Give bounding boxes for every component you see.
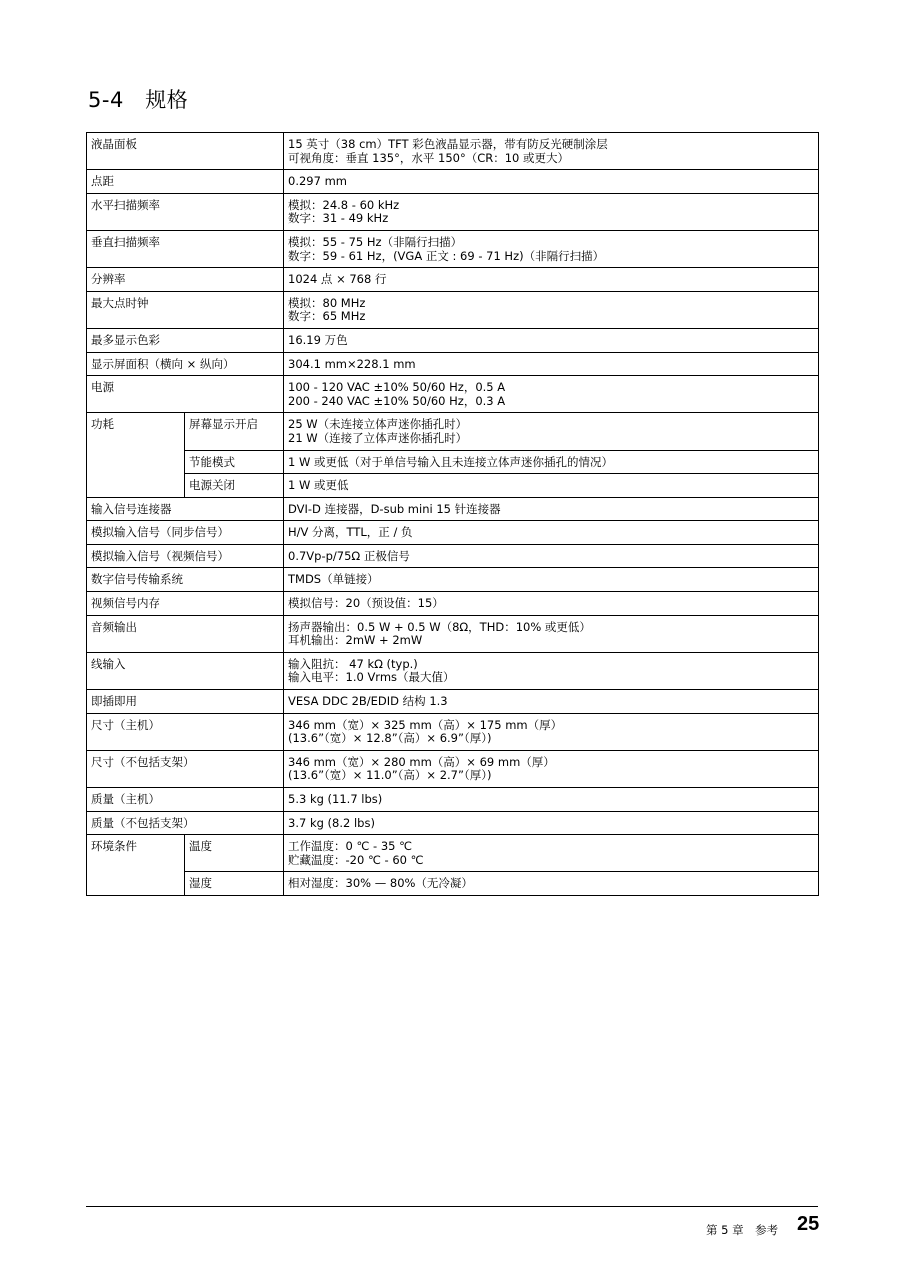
spec-value xyxy=(284,291,819,328)
spec-value xyxy=(284,474,819,498)
spec-row xyxy=(87,291,819,328)
spec-row xyxy=(87,788,819,812)
spec-row xyxy=(87,474,819,498)
spec-value xyxy=(284,497,819,521)
spec-value-line: 数字：31 - 49 kHz xyxy=(288,211,389,226)
spec-label: 数字信号传输系统 xyxy=(87,568,284,592)
spec-value-line: 扬声器输出：0.5 W + 0.5 W（8Ω，THD：10% 或更低） xyxy=(288,619,591,634)
spec-label: 最多显示色彩 xyxy=(87,328,284,352)
spec-value-line: 相对湿度：30% — 80%（无冷凝） xyxy=(288,876,473,891)
page-title: 5-4 规格 xyxy=(88,88,189,112)
spec-row xyxy=(87,376,819,413)
spec-value-line: 耳机输出：2mW + 2mW xyxy=(288,633,423,648)
spec-value-line: TMDS（单链接） xyxy=(288,572,379,587)
spec-value xyxy=(284,193,819,230)
spec-value xyxy=(284,450,819,474)
spec-row xyxy=(87,268,819,292)
spec-value xyxy=(284,592,819,616)
spec-value xyxy=(284,788,819,812)
spec-value-line: 200 - 240 VAC ±10% 50/60 Hz，0.3 A xyxy=(288,393,506,408)
spec-row xyxy=(87,413,819,450)
spec-row xyxy=(87,615,819,652)
spec-row xyxy=(87,592,819,616)
footer-divider xyxy=(86,1206,818,1207)
spec-label: 音频输出 xyxy=(87,615,284,652)
spec-value xyxy=(284,170,819,194)
spec-row xyxy=(87,568,819,592)
spec-value xyxy=(284,328,819,352)
spec-value xyxy=(284,872,819,896)
spec-value-line: VESA DDC 2B/EDID 结构 1.3 xyxy=(288,694,448,709)
spec-label: 模拟输入信号（视频信号） xyxy=(87,544,284,568)
spec-sublabel: 屏幕显示开启 xyxy=(185,413,284,450)
spec-value-line: 模拟：55 - 75 Hz（非隔行扫描） xyxy=(288,234,463,249)
spec-label: 垂直扫描频率 xyxy=(87,230,284,267)
spec-value-line: 0.297 mm xyxy=(288,174,347,189)
spec-value-line: 模拟：80 MHz xyxy=(288,295,366,310)
spec-value xyxy=(284,352,819,376)
spec-value-line: (13.6”（宽）× 12.8”（高）× 6.9”（厚）) xyxy=(288,731,492,746)
spec-value xyxy=(284,750,819,787)
spec-label: 质量（主机） xyxy=(87,788,284,812)
spec-value xyxy=(284,521,819,545)
spec-label: 功耗 xyxy=(87,413,185,497)
spec-value xyxy=(284,230,819,267)
spec-sublabel: 温度 xyxy=(185,835,284,872)
spec-value-line: 3.7 kg (8.2 lbs) xyxy=(288,815,375,830)
spec-row xyxy=(87,521,819,545)
footer-chapter: 第 5 章 参考 xyxy=(706,1223,779,1237)
spec-value-line: 346 mm（宽）× 280 mm（高）× 69 mm（厚） xyxy=(288,754,555,769)
spec-value xyxy=(284,713,819,750)
spec-value-line: 21 W（连接了立体声迷你插孔时） xyxy=(288,430,468,445)
spec-value-line: 0.7Vp-p/75Ω 正极信号 xyxy=(288,548,410,563)
spec-value-line: 贮藏温度：-20 ℃ - 60 ℃ xyxy=(288,852,424,867)
spec-row xyxy=(87,497,819,521)
spec-row xyxy=(87,811,819,835)
spec-value-line: 1 W 或更低（对于单信号输入且未连接立体声迷你插孔的情况） xyxy=(288,454,613,469)
spec-value-line: DVI-D 连接器，D-sub mini 15 针连接器 xyxy=(288,501,501,516)
spec-label: 环境条件 xyxy=(87,835,185,896)
spec-value-line: 输入阻抗： 47 kΩ (typ.) xyxy=(288,656,418,671)
spec-row xyxy=(87,835,819,872)
spec-label: 即插即用 xyxy=(87,690,284,714)
spec-label: 尺寸（不包括支架） xyxy=(87,750,284,787)
spec-value-line: 可视角度：垂直 135°，水平 150°（CR：10 或更大） xyxy=(288,150,570,165)
spec-value-line: 304.1 mm×228.1 mm xyxy=(288,356,416,371)
spec-value xyxy=(284,690,819,714)
spec-label: 质量（不包括支架） xyxy=(87,811,284,835)
spec-sublabel: 节能模式 xyxy=(185,450,284,474)
spec-row xyxy=(87,544,819,568)
spec-value xyxy=(284,544,819,568)
spec-label: 输入信号连接器 xyxy=(87,497,284,521)
spec-row xyxy=(87,652,819,689)
spec-value-line: (13.6”（宽）× 11.0”（高）× 2.7”（厚）) xyxy=(288,768,492,783)
spec-value-line: 数字：59 - 61 Hz，(VGA 正文 : 69 - 71 Hz)（非隔行扫描） xyxy=(288,248,605,263)
spec-value-line: 数字：65 MHz xyxy=(288,309,366,324)
spec-label: 点距 xyxy=(87,170,284,194)
spec-label: 尺寸（主机） xyxy=(87,713,284,750)
spec-label: 液晶面板 xyxy=(87,133,284,170)
spec-sublabel: 湿度 xyxy=(185,872,284,896)
spec-value-line: H/V 分离，TTL，正 / 负 xyxy=(288,525,413,540)
spec-value-line: 模拟：24.8 - 60 kHz xyxy=(288,197,400,212)
spec-label: 视频信号内存 xyxy=(87,592,284,616)
spec-value-line: 100 - 120 VAC ±10% 50/60 Hz，0.5 A xyxy=(288,380,506,395)
spec-value-line: 346 mm（宽）× 325 mm（高）× 175 mm（厚） xyxy=(288,717,563,732)
spec-value xyxy=(284,133,819,170)
spec-row xyxy=(87,170,819,194)
spec-value xyxy=(284,268,819,292)
spec-row xyxy=(87,713,819,750)
spec-row xyxy=(87,328,819,352)
spec-label: 电源 xyxy=(87,376,284,413)
spec-row xyxy=(87,352,819,376)
spec-label: 模拟输入信号（同步信号） xyxy=(87,521,284,545)
spec-label: 显示屏面积（横向 × 纵向） xyxy=(87,352,284,376)
spec-row xyxy=(87,450,819,474)
spec-value xyxy=(284,376,819,413)
spec-label: 线输入 xyxy=(87,652,284,689)
spec-value-line: 输入电平：1.0 Vrms（最大值） xyxy=(288,670,455,685)
spec-value-line: 15 英寸（38 cm）TFT 彩色液晶显示器，带有防反光硬制涂层 xyxy=(288,137,608,151)
spec-table xyxy=(86,132,819,896)
spec-value-line: 工作温度：0 ℃ - 35 ℃ xyxy=(288,839,413,854)
spec-row xyxy=(87,750,819,787)
spec-row xyxy=(87,193,819,230)
spec-value xyxy=(284,652,819,689)
spec-value xyxy=(284,835,819,872)
spec-value-line: 1 W 或更低 xyxy=(288,478,349,493)
spec-value xyxy=(284,811,819,835)
spec-value-line: 16.19 万色 xyxy=(288,332,348,347)
spec-row xyxy=(87,230,819,267)
spec-row xyxy=(87,690,819,714)
spec-label: 分辨率 xyxy=(87,268,284,292)
spec-value xyxy=(284,568,819,592)
spec-label: 最大点时钟 xyxy=(87,291,284,328)
spec-row xyxy=(87,872,819,896)
spec-sublabel: 电源关闭 xyxy=(185,474,284,498)
spec-value-line: 5.3 kg (11.7 lbs) xyxy=(288,792,383,806)
spec-label: 水平扫描频率 xyxy=(87,193,284,230)
spec-value xyxy=(284,413,819,450)
spec-row xyxy=(87,133,819,170)
spec-value xyxy=(284,615,819,652)
spec-value-line: 25 W（未连接立体声迷你插孔时） xyxy=(288,417,468,432)
spec-value-line: 模拟信号：20（预设值：15） xyxy=(288,596,444,611)
page-number: 25 xyxy=(797,1213,820,1235)
spec-value-line: 1024 点 × 768 行 xyxy=(288,272,387,287)
